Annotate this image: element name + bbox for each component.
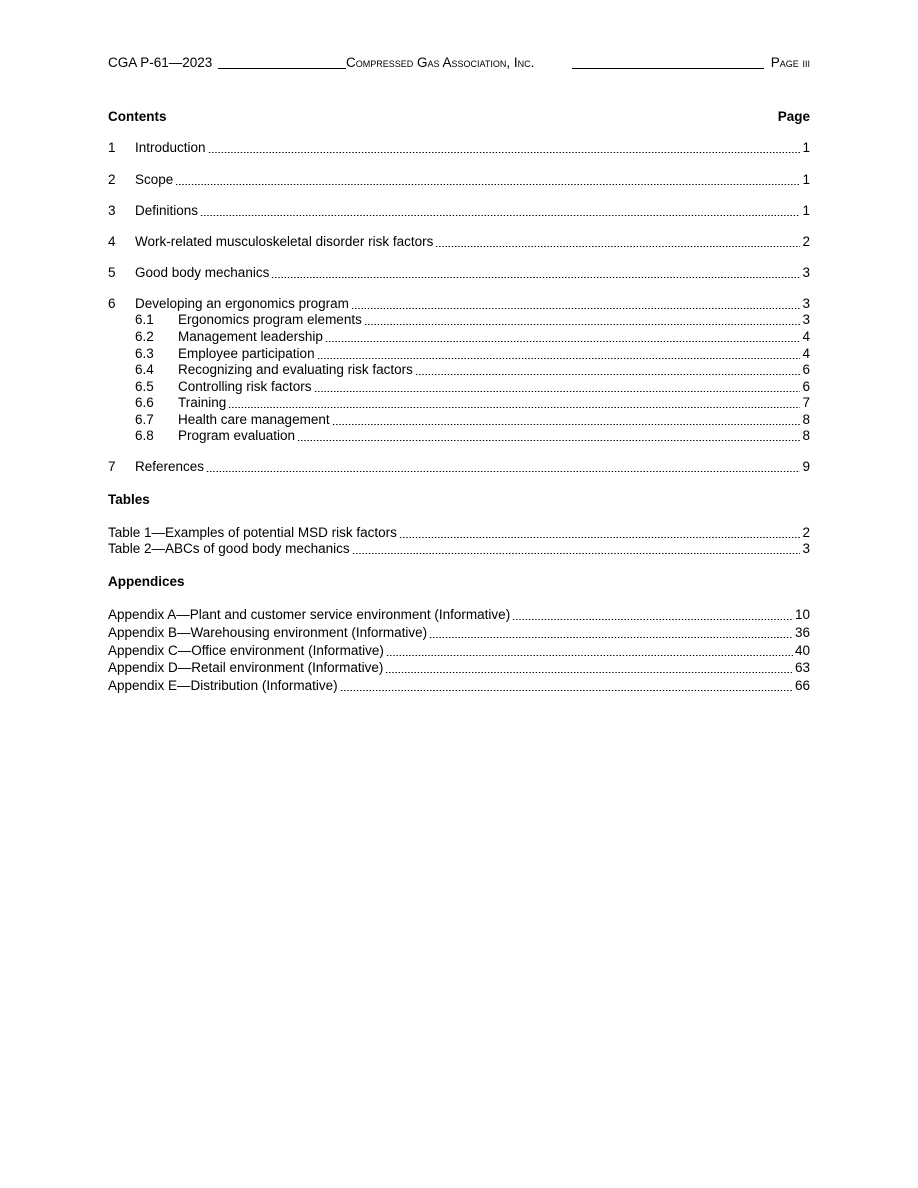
entry-number: 6.2 bbox=[135, 329, 154, 344]
toc-entry-6-8[interactable] bbox=[108, 428, 810, 444]
contents-title: Contents bbox=[108, 109, 167, 124]
toc-entry-6-3[interactable] bbox=[108, 346, 810, 362]
document-id: CGA P-61—2023 bbox=[108, 55, 213, 70]
dot-leader bbox=[200, 215, 800, 216]
entry-page: 2 bbox=[802, 525, 810, 540]
dot-leader bbox=[314, 391, 801, 392]
dot-leader bbox=[325, 341, 801, 342]
toc-entry-6-7[interactable] bbox=[108, 412, 810, 428]
dot-leader bbox=[385, 672, 793, 673]
toc-entry-2[interactable] bbox=[108, 172, 810, 188]
header-rule-left bbox=[218, 68, 346, 69]
dot-leader bbox=[317, 358, 801, 359]
entry-title: Management leadership bbox=[178, 329, 323, 344]
entry-page: 8 bbox=[802, 428, 810, 443]
dot-leader bbox=[386, 655, 793, 656]
toc-table-1[interactable] bbox=[108, 525, 810, 541]
toc-entry-6-6[interactable] bbox=[108, 395, 810, 411]
toc-appendix-c[interactable] bbox=[108, 643, 810, 659]
dot-leader bbox=[512, 619, 793, 620]
entry-number: 6.6 bbox=[135, 395, 154, 410]
tables-heading: Tables bbox=[108, 492, 150, 507]
entry-number: 7 bbox=[108, 459, 116, 474]
entry-number: 3 bbox=[108, 203, 116, 218]
entry-title: Health care management bbox=[178, 412, 330, 427]
dot-leader bbox=[415, 374, 801, 375]
toc-table-2[interactable] bbox=[108, 541, 810, 557]
entry-page: 4 bbox=[802, 329, 810, 344]
entry-title: Appendix E—Distribution (Informative) bbox=[108, 678, 338, 693]
toc-entry-6-5[interactable] bbox=[108, 379, 810, 395]
toc-entry-3[interactable] bbox=[108, 203, 810, 219]
entry-number: 6.1 bbox=[135, 312, 154, 327]
entry-page: 36 bbox=[794, 625, 810, 640]
entry-page: 63 bbox=[794, 660, 810, 675]
entry-title: Program evaluation bbox=[178, 428, 296, 443]
entry-title: Appendix D—Retail environment (Informative) bbox=[108, 660, 384, 675]
entry-number: 5 bbox=[108, 265, 116, 280]
dot-leader bbox=[352, 553, 801, 554]
dot-leader bbox=[351, 308, 801, 309]
entry-number: 6 bbox=[108, 296, 116, 311]
entry-title: Good body mechanics bbox=[135, 265, 270, 280]
entry-title: References bbox=[135, 459, 205, 474]
entry-page: 2 bbox=[802, 234, 810, 249]
dot-leader bbox=[228, 407, 800, 408]
entry-page: 1 bbox=[802, 203, 810, 218]
dot-leader bbox=[271, 277, 800, 278]
publisher-name: Compressed Gas Association, Inc. bbox=[346, 55, 535, 70]
entry-page: 10 bbox=[794, 607, 810, 622]
toc-appendix-a[interactable] bbox=[108, 607, 810, 623]
entry-title: Recognizing and evaluating risk factors bbox=[178, 362, 413, 377]
entry-number: 6.5 bbox=[135, 379, 154, 394]
entry-title: Definitions bbox=[135, 203, 199, 218]
entry-page: 40 bbox=[794, 643, 810, 658]
entry-number: 6.4 bbox=[135, 362, 154, 377]
entry-title: Appendix B—Warehousing environment (Informative) bbox=[108, 625, 428, 640]
dot-leader bbox=[208, 152, 801, 153]
dot-leader bbox=[175, 184, 800, 185]
entry-title: Appendix A—Plant and customer service environment (Informative) bbox=[108, 607, 511, 622]
entry-title: Appendix C—Office environment (Informative) bbox=[108, 643, 384, 658]
entry-page: 9 bbox=[802, 459, 810, 474]
entry-title: Employee participation bbox=[178, 346, 315, 361]
entry-number: 6.8 bbox=[135, 428, 154, 443]
toc-appendix-b[interactable] bbox=[108, 625, 810, 641]
toc-appendix-e[interactable] bbox=[108, 678, 810, 694]
entry-title: Developing an ergonomics program bbox=[135, 296, 349, 311]
entry-number: 6.3 bbox=[135, 346, 154, 361]
entry-page: 3 bbox=[802, 312, 810, 327]
entry-title: Ergonomics program elements bbox=[178, 312, 362, 327]
entry-number: 6.7 bbox=[135, 412, 154, 427]
entry-page: 3 bbox=[802, 296, 810, 311]
toc-entry-6-1[interactable] bbox=[108, 312, 810, 328]
entry-title: Table 2—ABCs of good body mechanics bbox=[108, 541, 350, 556]
entry-page: 4 bbox=[802, 346, 810, 361]
entry-page: 3 bbox=[802, 265, 810, 280]
entry-title: Table 1—Examples of potential MSD risk factors bbox=[108, 525, 397, 540]
toc-page bbox=[108, 0, 810, 1188]
toc-entry-1[interactable] bbox=[108, 140, 810, 156]
entry-page: 3 bbox=[802, 541, 810, 556]
toc-entry-6-2[interactable] bbox=[108, 329, 810, 345]
entry-page: 7 bbox=[802, 395, 810, 410]
dot-leader bbox=[297, 440, 800, 441]
entry-title: Introduction bbox=[135, 140, 206, 155]
running-header bbox=[108, 55, 810, 71]
entry-page: 1 bbox=[802, 140, 810, 155]
dot-leader bbox=[206, 471, 800, 472]
dot-leader bbox=[435, 246, 800, 247]
dot-leader bbox=[429, 637, 793, 638]
entry-page: 6 bbox=[802, 379, 810, 394]
toc-entry-6[interactable] bbox=[108, 296, 810, 312]
entry-page: 6 bbox=[802, 362, 810, 377]
entry-page: 8 bbox=[802, 412, 810, 427]
toc-entry-5[interactable] bbox=[108, 265, 810, 281]
dot-leader bbox=[340, 690, 793, 691]
toc-appendix-d[interactable] bbox=[108, 660, 810, 676]
entry-number: 1 bbox=[108, 140, 116, 155]
entry-title: Scope bbox=[135, 172, 174, 187]
page-number: Page iii bbox=[770, 55, 810, 70]
dot-leader bbox=[332, 424, 801, 425]
entry-title: Work-related musculoskeletal disorder risk factors bbox=[135, 234, 434, 249]
appendices-heading: Appendices bbox=[108, 574, 185, 589]
header-rule-right bbox=[572, 68, 764, 69]
entry-page: 66 bbox=[794, 678, 810, 693]
entry-title: Training bbox=[178, 395, 227, 410]
entry-title: Controlling risk factors bbox=[178, 379, 312, 394]
contents-heading bbox=[108, 109, 810, 125]
toc-entry-7[interactable] bbox=[108, 459, 810, 475]
toc-entry-6-4[interactable] bbox=[108, 362, 810, 378]
entry-number: 2 bbox=[108, 172, 116, 187]
dot-leader bbox=[399, 537, 801, 538]
page-column-label: Page bbox=[777, 109, 810, 124]
dot-leader bbox=[364, 324, 801, 325]
entry-number: 4 bbox=[108, 234, 116, 249]
entry-page: 1 bbox=[802, 172, 810, 187]
toc-entry-4[interactable] bbox=[108, 234, 810, 250]
